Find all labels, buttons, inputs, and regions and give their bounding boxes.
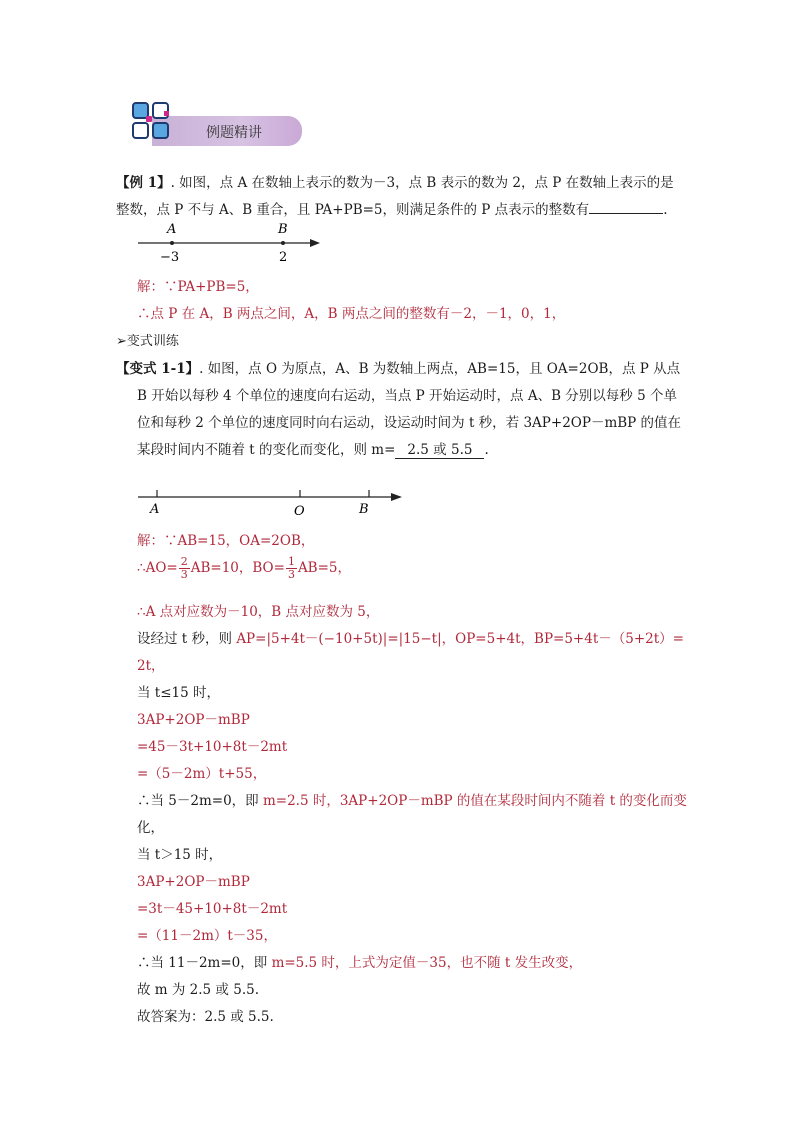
point-a-label: A <box>167 222 177 237</box>
solution-line-5: 2t， <box>137 658 165 674</box>
point-b-label: B <box>278 222 288 237</box>
solution-line-14: =3t－45+10+8t－2mt <box>137 901 288 917</box>
solution-line-17: 故 m 为 2.5 或 5.5. <box>137 982 259 998</box>
point-b-value: 2 <box>279 250 288 265</box>
point-o-label: O <box>294 504 305 519</box>
variant1-line2: B 开始以每秒 4 个单位的速度向右运动，当点 P 开始运动时，点 A、B 分别以每秒 5 个单 <box>137 388 677 404</box>
variant1-line1: 【变式 1-1】. 如图，点 O 为原点，A、B 为数轴上两点，AB=15，且 OA=2OB，点 P 从点 <box>116 361 681 377</box>
solution-line-12: 当 t＞15 时， <box>137 847 223 863</box>
solution-line-13: 3AP+2OP－mBP <box>137 874 250 890</box>
example1-line1: 【例 1】. 如图，点 A 在数轴上表示的数为－3，点 B 表示的数为 2，点 P 在数轴上表示的是 <box>116 175 674 191</box>
variant1-answer: 2.5 或 5.5 <box>395 438 484 459</box>
variant1-line4: 某段时间内不随着 t 的变化而变化，则 m= 2.5 或 5.5 . <box>137 438 489 459</box>
point-a-value: −3 <box>160 250 180 265</box>
example1-line2: 整数，点 P 不与 A、B 重合，且 PA+PB=5，则满足条件的 P 点表示的整数有 . <box>116 202 668 218</box>
section-banner <box>130 100 300 150</box>
solution-line-10: ∴当 5－2m=0，即 m=2.5 时，3AP+2OP－mBP 的值在某段时间内不随着 t 的变化而变 <box>137 793 687 809</box>
solution-line-6: 当 t≤15 时， <box>137 685 220 701</box>
solution-line-8: =45－3t+10+8t－2mt <box>137 739 288 755</box>
answer-blank <box>589 201 663 214</box>
variant1-line3: 位和每秒 2 个单位的速度同时向右运动，设运动时间为 t 秒，若 3AP+2OP－mBP 的值在 <box>137 415 682 431</box>
banner-title: 例题精讲 <box>206 125 262 141</box>
variant1-tag: 【变式 1-1】 <box>116 361 200 377</box>
solution-line-2: ∴AO= $\frac{2}{3}$ AB=10，BO= $\frac{1}{3}$ AB=5， <box>137 555 352 581</box>
example1-solution-2: ∴点 P 在 A，B 两点之间，A，B 两点之间的整数有－2，－1，0，1， <box>137 306 566 322</box>
solution-line-16: ∴当 11－2m=0，即 m=5.5 时，上式为定值－35，也不随 t 发生改变， <box>137 955 583 971</box>
solution-line-4: 设经过 t 秒，则 AP=|5+4t－(−10+5t)|=|15−t|，OP=5+4t，BP=5+4t－（5+2t）= <box>137 631 684 647</box>
variant1-number-line <box>130 480 410 520</box>
solution-line-1: 解：∵AB=15，OA=2OB， <box>137 533 315 549</box>
example1-tag: 【例 1】 <box>116 175 171 191</box>
solution-line-15: =（11－2m）t－35， <box>137 928 277 944</box>
point-b-label: B <box>359 502 369 517</box>
solution-line-9: =（5－2m）t+55， <box>137 766 267 782</box>
fraction-two-thirds: $\frac{2}{3}$ <box>180 555 188 581</box>
example1-solution-1: 解：∵PA+PB=5， <box>137 279 259 295</box>
point-a-label: A <box>150 502 160 517</box>
variant-heading: ➢变式训练 <box>116 334 179 349</box>
example1-number-line <box>130 220 330 268</box>
solution-line-11: 化， <box>137 820 164 836</box>
solution-line-18: 故答案为：2.5 或 5.5. <box>137 1009 274 1025</box>
solution-line-7: 3AP+2OP－mBP <box>137 712 250 728</box>
fraction-one-third: $\frac{1}{3}$ <box>287 555 295 581</box>
solution-line-3: ∴A 点对应数为－10，B 点对应数为 5， <box>137 604 380 620</box>
